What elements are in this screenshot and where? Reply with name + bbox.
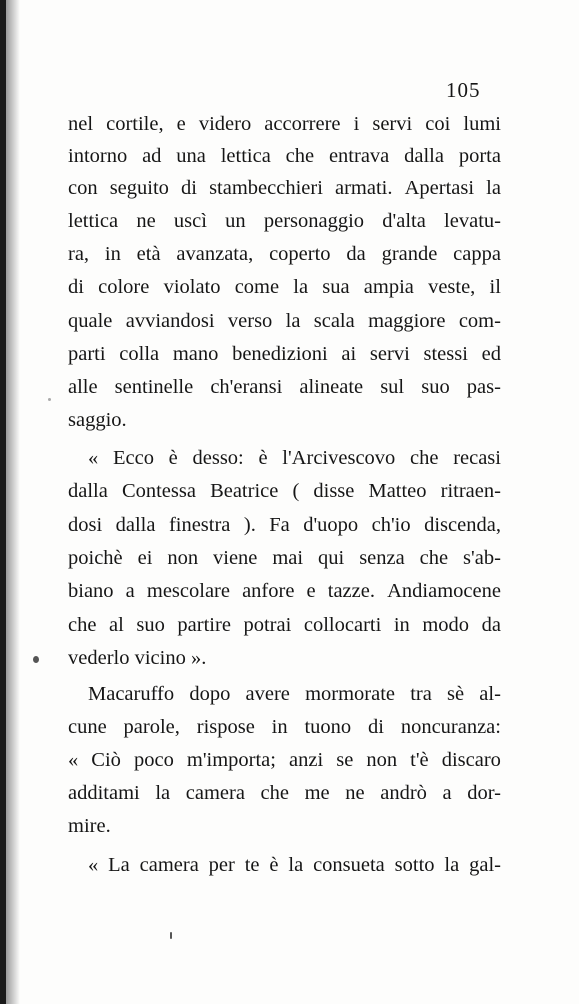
text-line: parti colla mano benedizioni ai servi stessi ed [68, 343, 501, 365]
text-line: che al suo partire potrai collocarti in modo da [68, 614, 501, 636]
text-line: biano a mescolare anfore e tazze. Andiamocene [68, 580, 501, 602]
text-line: « Ecco è desso: è l'Arcivescovo che recasi [88, 447, 501, 469]
text-line: saggio. [68, 409, 127, 431]
text-line: quale avviandosi verso la scala maggiore com- [68, 310, 501, 332]
text-line: « La camera per te è la consueta sotto la gal- [88, 854, 501, 876]
text-line: di colore violato come la sua ampia veste, il [68, 276, 501, 298]
text-line: vederlo vicino ». [68, 647, 207, 669]
text-line: lettica ne uscì un personaggio d'alta levatu- [68, 210, 501, 232]
text-line: cune parole, rispose in tuono di noncuranza: [68, 716, 501, 738]
text-line: ra, in età avanzata, coperto da grande cappa [68, 243, 501, 265]
text-line: intorno ad una lettica che entrava dalla porta [68, 145, 501, 167]
text-line: dosi dalla finestra ). Fa d'uopo ch'io discenda, [68, 514, 501, 536]
text-line: con seguito di stambecchieri armati. Apertasi la [68, 177, 501, 199]
ink-speck [33, 656, 39, 663]
binding-shadow [6, 0, 20, 1004]
ink-speck [170, 932, 172, 939]
text-line: nel cortile, e videro accorrere i servi coi lumi [68, 113, 501, 135]
ink-speck [48, 398, 51, 401]
text-line: mire. [68, 815, 111, 837]
page-number: 105 [446, 78, 481, 102]
text-line: poichè ei non viene mai qui senza che s'ab- [68, 547, 501, 569]
text-line: « Ciò poco m'importa; anzi se non t'è discaro [68, 749, 501, 771]
text-line: dalla Contessa Beatrice ( disse Matteo ritraen- [68, 480, 501, 502]
text-line: Macaruffo dopo avere mormorate tra sè al- [88, 683, 501, 705]
text-line: alle sentinelle ch'eransi alineate sul suo pas- [68, 376, 501, 398]
text-line: additami la camera che me ne andrò a dor- [68, 782, 501, 804]
